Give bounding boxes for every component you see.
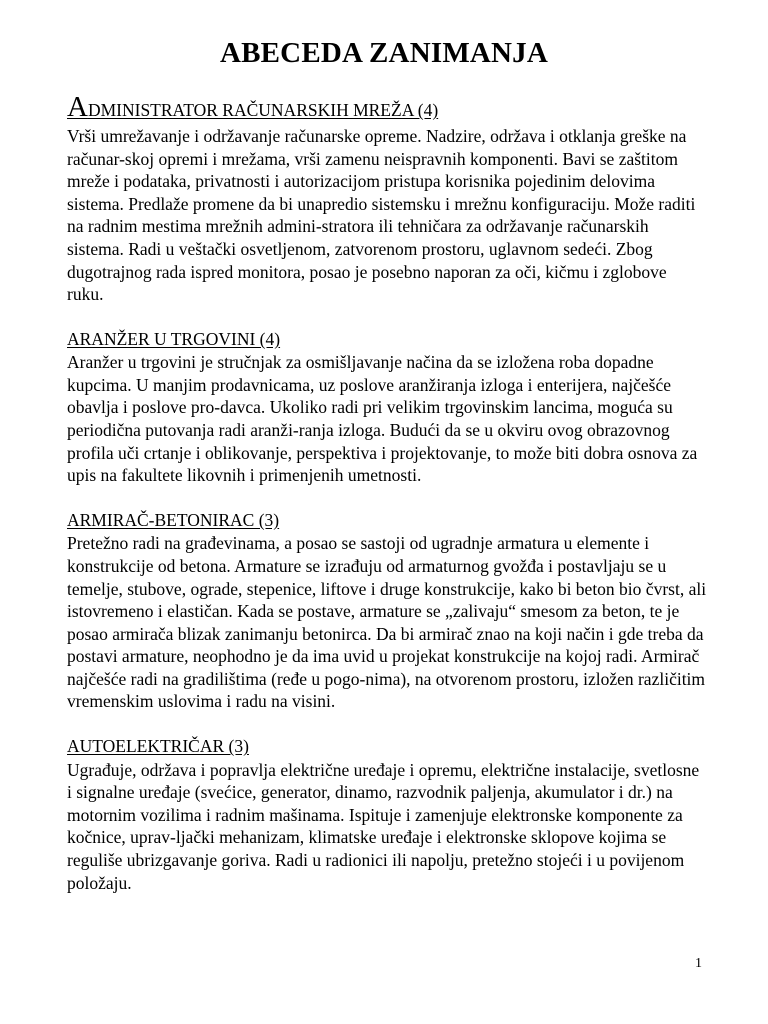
section-spacer: [67, 487, 707, 509]
heading-dropcap: A: [67, 91, 88, 123]
heading-rest: DMINISTRATOR RAČUNARSKIH MREŽA (4): [87, 100, 439, 120]
section-heading: [67, 92, 438, 125]
section-administrator: [67, 92, 707, 306]
section-body: Aranžer u trgovini je stručnjak za osmišljavanje načina da se izložena roba dopadne kupcima. U manjim prodavnicama, uz poslove aranžiranja izloga i enterijera, najčešće obavlja i poslove pro-davca. Ukoliko radi pri velikim trgovinskim lancima, moguća su periodična putovanja radi aranži-ranja izloga. Budući da se u okviru ovog obrazovnog profila uči crtanje i oblikovanje, perspektiva i projektovanje, to može biti dobra osnova za upis na fakultete likovnih i primenjenih umetnosti.: [67, 352, 698, 486]
section-body: Vrši umrežavanje i održavanje računarske opreme. Nadzire, održava i otklanja greške na računar-skoj opremi i mrežama, vrši zamenu neispravnih komponenti. Bavi se zaštitom mreže i podataka, privatnosti i autorizacijom pristupa korisnika pojedinim delovima sistema. Predlaže promene da bi unapredio sistemsku i mrežnu konfiguraciju. Može raditi na radnim mestima mrežnih admini-stratora ili tehničara za održavanje računarskih sistema. Radi u veštački osvetljenom, zatvorenom prostoru, uglavnom sedeći. Zbog dugotrajnog rada ispred monitora, posao je posebno naporan za oči, kičmu i zglobove ruku.: [67, 126, 696, 305]
section-spacer: [67, 306, 707, 328]
section-armirac: [67, 509, 707, 713]
section-aranzer: [67, 328, 707, 487]
section-heading: AUTOELEKTRIČAR (3): [67, 736, 249, 757]
section-body: Pretežno radi na građevinama, a posao se sastoji od ugradnje armatura u elemente i konstrukcije od betona. Armature se izrađuju od armaturnog gvožđa i postavljaju se u temelje, stubove, ograde, stepenice, liftove i druge konstrukcije, kako bi beton bio čvrst, ali istovremeno i elastičan. Kada se postave, armature se „zalivaju“ smesom za beton, te je posao armirača blizak zanimanju betonirca. Da bi armirač znao na koji način i gde treba da postavi armature, neophodno je da ima uvid u projekat konstrukcije na kojoj radi. Armirač najčešće radi na gradilištima (ređe u pogo-nima), na otvorenom prostoru, izložen različitim vremenskim uslovima i radu na visini.: [67, 533, 707, 712]
page-number: 1: [695, 956, 702, 971]
section-heading: ARMIRAČ-BETONIRAC (3): [67, 509, 280, 530]
document-title: ABECEDA ZANIMANJA: [219, 37, 549, 69]
section-autoelektricar: [67, 735, 707, 894]
document-content: [67, 92, 707, 894]
section-spacer: [67, 713, 707, 735]
section-body: Ugrađuje, održava i popravlja električne uređaje i opremu, električne instalacije, svetlosne i signalne uređaje (svećice, generator, dinamo, razvodnik paljenja, akumulator i dr.) na motornim vozilima i radnim mašinama. Ispituje i zamenjuje elektronske komponente za kočnice, uprav-ljački mehanizam, klimatske uređaje i elektronske sklopove kojima se reguliše ubrizgavanje goriva. Radi u radionici ili napolju, pretežno stojeći i u povijenom položaju.: [67, 759, 700, 893]
section-heading: ARANŽER U TRGOVINI (4): [67, 328, 281, 349]
